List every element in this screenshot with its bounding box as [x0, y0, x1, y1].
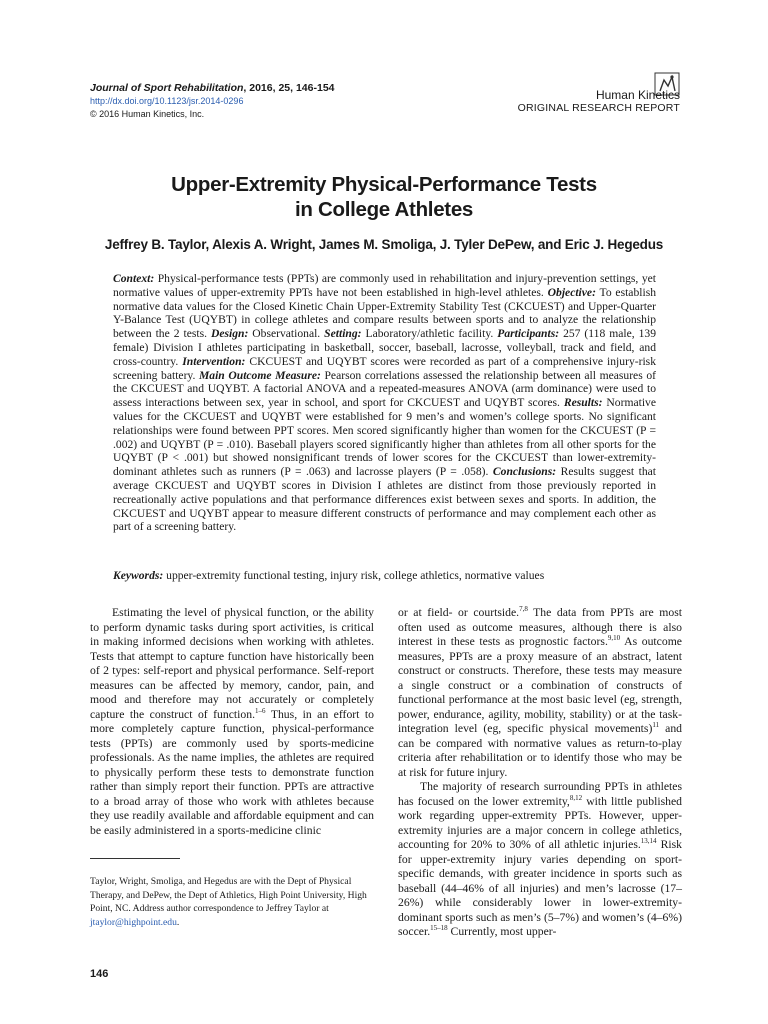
- journal-citation: Journal of Sport Rehabilitation, 2016, 25, 146-154: [90, 82, 335, 94]
- paragraph: or at field- or courtside.$^{7,8}$ The data from PPTs are most often used as outcome measures, although there is also interest in these tests as prognostic factors.$^{9,10}$ As outcome measures, PPTs are a proxy measure of an abstract, latent construct or constructs. Therefore, these tests may measure a single construct or a combination of constructs of functional performance at the most basic level (eg, strength, power, endurance, agility, mobility, stability) or at the task-integration level (eg, specific physical movements)$^{11}$ and can be compared with normative values as return-to-play criteria after rehabilitation or to identify those who may be at risk for future injury.: [398, 605, 683, 779]
- publisher-block: [518, 72, 680, 114]
- paragraph: Estimating the level of physical function, or the ability to perform dynamic tasks during sport activities, is critical in making informed decisions when working with athletes. Tests that attempt to capture function have historically been of 2 types: self-report and physical performance. Self-report measures can be affected by memory, candor, pain, and mood and therefore may not accurately or completely capture the construct of function.$^{1-6}$ Thus, in an effort to more completely capture function, physical-performance tests (PPTs) are commonly used by sports-medicine professionals. As the name implies, the athletes are required to physically perform these tests to demonstrate function rather than simply report their function. PPTs are attractive to a broad array of those who work with athletes because they use readily available and affordable equipment and can be easily administered in a sports-medicine clinic: [90, 606, 374, 837]
- keywords: Keywords: upper-extremity functional testing, injury risk, college athletics, normative values: [113, 569, 545, 582]
- author-email-link[interactable]: jtaylor@highpoint.edu: [90, 916, 177, 928]
- publisher-name: Human Kinetics: [595, 88, 680, 102]
- journal-header: [90, 82, 335, 121]
- copyright: © 2016 Human Kinetics, Inc.: [90, 109, 205, 119]
- article-title: Upper-Extremity Physical-Performance Tests in College Athletes: [171, 173, 597, 221]
- body-column-left: [90, 606, 374, 838]
- abstract: Context: Physical-performance tests (PPTs) are commonly used in rehabilitation and injury-prevention settings, yet normative values of upper-extremity PPTs have not been established in high-level athletes. Objective: To establish normative data values for the Closed Kinetic Chain Upper-Extremity Stability Test (CKCUEST) and Upper-Quarter Y-Balance Test (UQYBT) in college athletes and compare results between sports and to analyze the relationship between the 2 tests. Design: Observational. Setting: Laboratory/athletic facility. Participants: 257 (118 male, 139 female) Division I athletes participating in basketball, soccer, baseball, lacrosse, volleyball, track and field, and cross-country. Intervention: CKCUEST and UQYBT scores were recorded as part of a comprehensive injury-risk screening battery. Main Outcome Measure: Pearson correlations assessed the relationship between all measures of the CKCUEST and UQYBT. A factorial ANOVA and a repeated-measures ANOVA (arm dominance) were used to assess interactions between sex, year in school, and sport for CKCUEST and UQYBT scores. Results: Normative values for the CKCUEST and UQYBT were established for 9 men’s and women’s college sports. No significant relationships were found between PPT scores. Men scored significantly higher than women for the CKCUEST (P = .002) and UQYBT (P = .010). Baseball players scored significantly higher than athletes from all other sports for the UQYBT (P < .001) but showed nonsignificant trends of lower scores for the CKCUEST than lower-extremity-dominant athletes such as runners (P = .063) and lacrosse players (P = .058). Conclusions: Results suggest that average CKCUEST and UQYBT scores in Division I athletes are distinct from those previously reported in recreationally active populations and that performance differences exist between sexes and sports. In addition, the CKCUEST and UQYBT appear to measure different constructs of performance and may complement each other as part of a screening battery.: [113, 272, 657, 534]
- body-column-right: [398, 606, 682, 940]
- author-list: Jeffrey B. Taylor, Alexis A. Wright, James M. Smoliga, J. Tyler DePew, and Eric J. Hegedus: [104, 237, 664, 252]
- doi-link[interactable]: http://dx.doi.org/10.1123/jsr.2014-0296: [90, 96, 244, 106]
- author-footnote: Taylor, Wright, Smoliga, and Hegedus are with the Dept of Physical Therapy, and DePew, the Dept of Athletics, High Point University, High Point, NC. Address author correspondence to Jeffrey Taylor at jtaylor@highpoint.edu.: [90, 876, 367, 928]
- paragraph: The majority of research surrounding PPTs in athletes has focused on the lower extremity,$^{8,12}$ with little published work regarding upper-extremity PPTs. However, upper-extremity injuries are a major concern in college athletics, accounting for 20% to 30% of all athletic injuries.$^{13,14}$ Risk for upper-extremity injury varies depending on sport-specific demands, with greater incidence in sports such as baseball (44–46% of all injuries) and men’s lacrosse (17–26%) while considerably lower in lower-extremity-dominant sports such as men’s (5–7%) and women’s (4–6%) soccer.$^{15-18}$ Currently, most upper-: [398, 780, 683, 938]
- page-number: 146: [90, 968, 109, 980]
- footnote-divider: [90, 858, 180, 859]
- report-type: ORIGINAL RESEARCH REPORT: [517, 102, 680, 114]
